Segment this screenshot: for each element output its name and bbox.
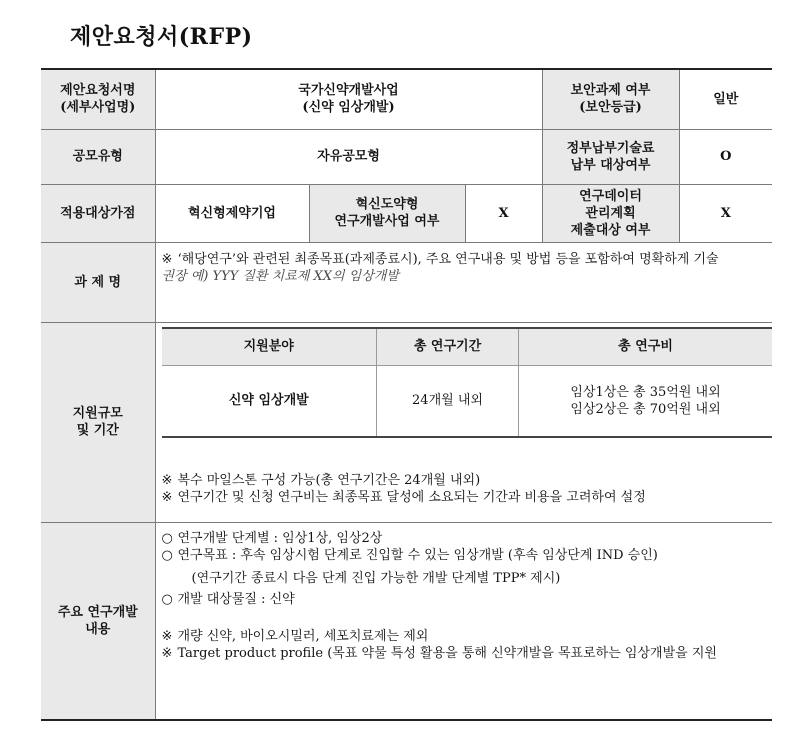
content-note: ※ Target product profile (목표 약물 특성 활용을 통해 신약개발을 목표로하는 임상개발을 지원: [161, 645, 717, 661]
tech-fee-label: 정부납부기술료 납부 대상여부: [542, 129, 679, 184]
main-content: [155, 522, 772, 720]
scale-value-row: [162, 365, 773, 437]
innov-project-value: X: [465, 184, 542, 242]
row-bonus: [41, 184, 772, 242]
scale-note: ※ 연구기간 및 신청 연구비는 최종목표 달성에 소요되는 기간과 비용을 고려하여 설정: [161, 489, 646, 505]
security-value: 일반: [679, 69, 772, 129]
scale-note: ※ 복수 마일스톤 구성 가능(총 연구기간은 24개월 내외): [161, 472, 481, 488]
security-label: 보안과제 여부 (보안등급): [542, 69, 679, 129]
scale-label: 지원규모 및 기간: [41, 322, 155, 522]
project-name-content: [155, 242, 772, 322]
row-rfp-name: [41, 69, 772, 129]
project-name-label: 과 제 명: [41, 242, 155, 322]
scale-header-period: 총 연구기간: [377, 328, 519, 366]
innov-pharma: 혁신형제약기업: [155, 184, 309, 242]
content-item: ○ 연구개발 단계별 : 임상1상, 임상2상: [161, 530, 383, 546]
note-mark: ※: [161, 251, 173, 267]
row-project-name: [41, 242, 772, 322]
data-plan-label: 연구데이터 관리계획 제출대상 여부: [542, 184, 679, 242]
row-scale: [41, 322, 772, 522]
scale-field: 신약 임상개발: [162, 365, 377, 437]
scale-period: 24개월 내외: [377, 365, 519, 437]
tech-fee-value: O: [679, 129, 772, 184]
scale-header-row: [162, 328, 773, 366]
row-main-content: [41, 522, 772, 720]
bonus-label: 적용대상가점: [41, 184, 155, 242]
scale-header-field: 지원분야: [162, 328, 377, 366]
scale-header-budget: 총 연구비: [519, 328, 773, 366]
rfp-table: [41, 68, 772, 721]
scale-budget: 임상1상은 총 35억원 내외 임상2상은 총 70억원 내외: [519, 365, 773, 437]
innov-project-label: 혁신도약형 연구개발사업 여부: [309, 184, 465, 242]
contest-type-value: 자유공모형: [155, 129, 542, 184]
project-name-note: ※ ‘해당연구’와 관련된 최종목표(과제종료시), 주요 연구내용 및 방법 등을 포함하여 명확하게 기술: [161, 251, 719, 267]
content-item: ○ 연구목표 : 후속 임상시험 단계로 진입할 수 있는 임상개발 (후속 임상단계 IND 승인): [161, 547, 658, 563]
data-plan-value: X: [679, 184, 772, 242]
rfp-name-label: 제안요청서명 (세부사업명): [41, 69, 155, 129]
content-note: ※ 개량 신약, 바이오시밀러, 세포치료제는 제외: [161, 628, 429, 644]
rfp-name-value: 국가신약개발사업 (신약 임상개발): [155, 69, 542, 129]
row-contest-type: [41, 129, 772, 184]
content-sub: (연구기간 종료시 다음 단계 진입 가능한 개발 단계별 TPP* 제시): [191, 570, 561, 586]
page-title: 제안요청서(RFP): [70, 24, 253, 50]
contest-type-label: 공모유형: [41, 129, 155, 184]
project-name-hint: 권장 예) YYY 질환 치료제 XX의 임상개발: [161, 268, 399, 284]
scale-table: [162, 327, 773, 438]
scale-content: [155, 322, 772, 522]
content-item: ○ 개발 대상물질 : 신약: [161, 591, 295, 607]
main-content-label: 주요 연구개발 내용: [41, 522, 155, 720]
